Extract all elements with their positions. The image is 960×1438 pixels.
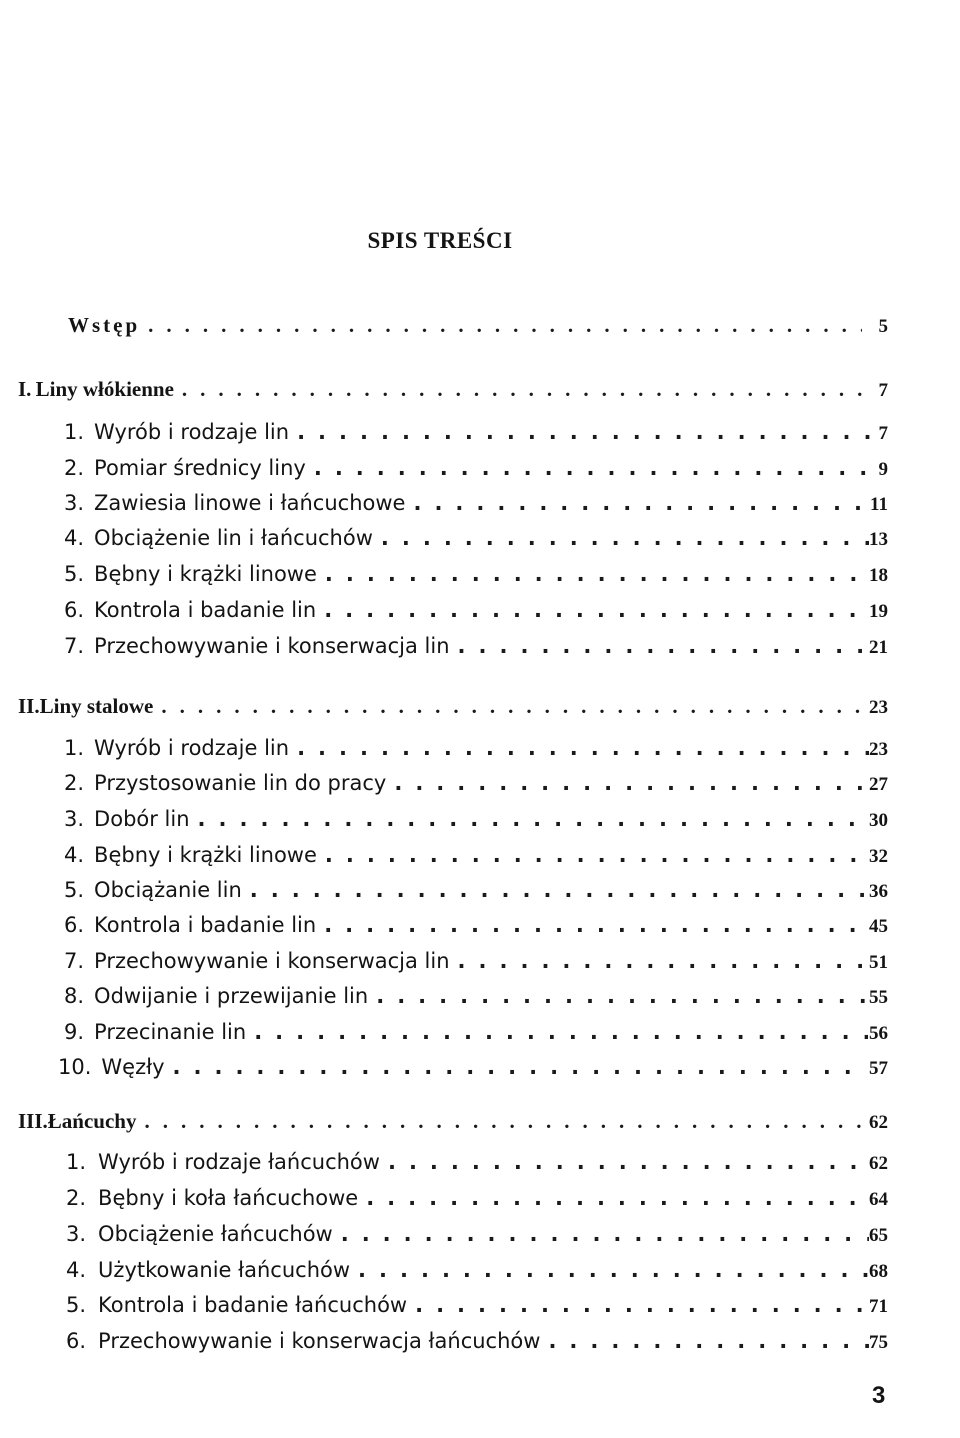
entry-label: Wyrób i rodzaje lin bbox=[94, 420, 290, 444]
entry-page: 18 bbox=[869, 565, 888, 586]
entry-label: Przecinanie lin bbox=[94, 1020, 247, 1044]
leader-dots bbox=[174, 373, 863, 405]
section-number: III. bbox=[18, 1109, 48, 1133]
entry-page: 19 bbox=[869, 601, 888, 622]
leader-dots bbox=[190, 803, 867, 835]
toc-entry[interactable] bbox=[66, 1254, 888, 1286]
toc-entry[interactable] bbox=[64, 874, 888, 906]
entry-page: 11 bbox=[870, 494, 888, 515]
entry-number: 7. bbox=[64, 949, 85, 973]
toc-entry[interactable] bbox=[66, 1218, 888, 1250]
toc-section-1[interactable] bbox=[18, 373, 888, 405]
entry-page: 75 bbox=[869, 1332, 888, 1353]
entry-label: Obciążanie lin bbox=[94, 878, 242, 902]
entry-page: 56 bbox=[869, 1023, 888, 1044]
entry-number: 6. bbox=[66, 1329, 87, 1353]
entry-page: 27 bbox=[869, 774, 888, 795]
toc-entry[interactable] bbox=[66, 1146, 888, 1178]
leader-dots bbox=[136, 1105, 861, 1137]
leader-dots bbox=[450, 630, 869, 662]
toc-entry[interactable] bbox=[66, 1289, 888, 1321]
entry-label: Bębny i krążki linowe bbox=[94, 843, 317, 867]
entry-label: Bębny i krążki linowe bbox=[94, 562, 317, 586]
leader-dots bbox=[289, 732, 869, 764]
entry-page: 30 bbox=[869, 810, 888, 831]
entry-number: 1. bbox=[64, 736, 85, 760]
leader-dots bbox=[246, 1016, 868, 1048]
entry-number: 2. bbox=[64, 771, 85, 795]
toc-entry[interactable] bbox=[66, 1325, 888, 1357]
leader-dots bbox=[316, 594, 869, 626]
toc-entry[interactable] bbox=[66, 1182, 888, 1214]
toc-entry[interactable] bbox=[64, 767, 888, 799]
entry-page: 51 bbox=[869, 952, 888, 973]
section-number: II. bbox=[18, 694, 40, 718]
toc-section-3[interactable] bbox=[18, 1105, 888, 1137]
page-title: SPIS TREŚCI bbox=[367, 228, 513, 253]
leader-dots bbox=[373, 522, 869, 554]
entry-label: Dobór lin bbox=[94, 807, 190, 831]
toc-entry[interactable] bbox=[64, 522, 888, 554]
toc-entry[interactable] bbox=[64, 909, 888, 941]
leader-dots bbox=[317, 558, 869, 590]
entry-label: Zawiesia linowe i łańcuchowe bbox=[94, 491, 406, 515]
entry-page: 71 bbox=[869, 1296, 888, 1317]
toc-entry[interactable] bbox=[64, 945, 888, 977]
entry-label: Przechowywanie i konserwacja lin bbox=[94, 634, 450, 658]
entry-page: 36 bbox=[869, 881, 888, 902]
leader-dots bbox=[407, 1289, 869, 1321]
entry-number: 2. bbox=[64, 456, 85, 480]
toc-section-2[interactable] bbox=[18, 690, 888, 722]
entry-label: Bębny i koła łańcuchowe bbox=[98, 1186, 359, 1210]
leader-dots bbox=[153, 690, 862, 722]
section-number: I. bbox=[18, 377, 32, 401]
section-page: 7 bbox=[878, 380, 888, 401]
entry-page: 64 bbox=[869, 1189, 888, 1210]
leader-dots bbox=[333, 1218, 869, 1250]
entry-label: Przystosowanie lin do pracy bbox=[94, 771, 387, 795]
entry-label: Kontrola i badanie łańcuchów bbox=[98, 1293, 408, 1317]
leader-dots bbox=[165, 1051, 866, 1083]
entry-number: 9. bbox=[64, 1020, 85, 1044]
leader-dots bbox=[405, 487, 870, 519]
toc-entry[interactable] bbox=[64, 803, 888, 835]
entry-page: 57 bbox=[869, 1058, 888, 1079]
entry-label: Obciążenie lin i łańcuchów bbox=[94, 526, 373, 550]
entry-number: 5. bbox=[64, 562, 85, 586]
toc-entry[interactable] bbox=[64, 732, 888, 764]
section-page: 23 bbox=[869, 697, 888, 718]
page-number: 3 bbox=[872, 1382, 886, 1409]
entry-page: 68 bbox=[869, 1261, 888, 1282]
entry-number: 3. bbox=[66, 1222, 87, 1246]
toc-entry[interactable] bbox=[64, 630, 888, 662]
entry-number: 4. bbox=[66, 1258, 87, 1282]
entry-page: 65 bbox=[869, 1225, 888, 1246]
leader-dots bbox=[289, 416, 870, 448]
entry-label: Przechowywanie i konserwacja łańcuchów bbox=[98, 1329, 541, 1353]
entry-page: 7 bbox=[878, 423, 888, 444]
toc-entry[interactable] bbox=[64, 594, 888, 626]
entry-label: Węzły bbox=[101, 1055, 165, 1079]
entry-label: Użytkowanie łańcuchów bbox=[98, 1258, 351, 1282]
section-label: Liny włókienne bbox=[35, 377, 174, 401]
entry-page: 32 bbox=[869, 846, 888, 867]
entry-number: 4. bbox=[64, 843, 85, 867]
entry-number: 5. bbox=[66, 1293, 87, 1317]
leader-dots bbox=[306, 452, 870, 484]
entry-page: 45 bbox=[869, 916, 888, 937]
entry-page: 9 bbox=[878, 459, 888, 480]
section-page: 62 bbox=[869, 1112, 888, 1133]
toc-entry[interactable] bbox=[64, 1016, 888, 1048]
leader-dots bbox=[380, 1146, 869, 1178]
entry-number: 7. bbox=[64, 634, 85, 658]
entry-number: 2. bbox=[66, 1186, 87, 1210]
section-label: Łańcuchy bbox=[47, 1109, 137, 1133]
entry-page: 62 bbox=[869, 1153, 888, 1174]
entry-label: Wyrób i rodzaje lin bbox=[94, 736, 290, 760]
toc-entry[interactable] bbox=[64, 558, 888, 590]
leader-dots bbox=[540, 1325, 869, 1357]
leader-dots bbox=[316, 909, 869, 941]
entry-number: 1. bbox=[66, 1150, 87, 1174]
toc-entry[interactable] bbox=[58, 1051, 888, 1083]
toc-entry[interactable] bbox=[64, 452, 888, 484]
entry-number: 3. bbox=[64, 807, 85, 831]
toc-entry[interactable] bbox=[64, 980, 888, 1012]
entry-page: 21 bbox=[869, 637, 888, 658]
entry-page: 55 bbox=[869, 987, 888, 1008]
toc-entry-label: Wstęp bbox=[68, 313, 141, 337]
entry-number: 4. bbox=[64, 526, 85, 550]
entry-label: Odwijanie i przewijanie lin bbox=[94, 984, 369, 1008]
leader-dots bbox=[386, 767, 869, 799]
entry-page: 13 bbox=[869, 529, 888, 550]
leader-dots bbox=[140, 309, 862, 341]
entry-number: 8. bbox=[64, 984, 85, 1008]
entry-label: Pomiar średnicy liny bbox=[94, 456, 306, 480]
leader-dots bbox=[350, 1254, 869, 1286]
leader-dots bbox=[450, 945, 869, 977]
leader-dots bbox=[368, 980, 869, 1012]
toc-entry[interactable] bbox=[64, 839, 888, 871]
section-label: Liny stalowe bbox=[39, 694, 154, 718]
toc-entry[interactable] bbox=[64, 416, 888, 448]
entry-label: Wyrób i rodzaje łańcuchów bbox=[98, 1150, 380, 1174]
leader-dots bbox=[317, 839, 869, 871]
entry-number: 10. bbox=[58, 1055, 92, 1079]
entry-number: 6. bbox=[64, 598, 85, 622]
entry-number: 1. bbox=[64, 420, 85, 444]
entry-number: 5. bbox=[64, 878, 85, 902]
entry-number: 6. bbox=[64, 913, 85, 937]
entry-label: Obciążenie łańcuchów bbox=[98, 1222, 333, 1246]
entry-label: Kontrola i badanie lin bbox=[94, 598, 317, 622]
entry-page: 23 bbox=[869, 739, 888, 760]
leader-dots bbox=[242, 874, 869, 906]
toc-entry-intro[interactable] bbox=[68, 309, 888, 341]
toc-entry-page: 5 bbox=[878, 316, 888, 337]
entry-label: Kontrola i badanie lin bbox=[94, 913, 317, 937]
entry-label: Przechowywanie i konserwacja lin bbox=[94, 949, 450, 973]
entry-number: 3. bbox=[64, 491, 85, 515]
toc-entry[interactable] bbox=[64, 487, 888, 519]
leader-dots bbox=[358, 1182, 869, 1214]
